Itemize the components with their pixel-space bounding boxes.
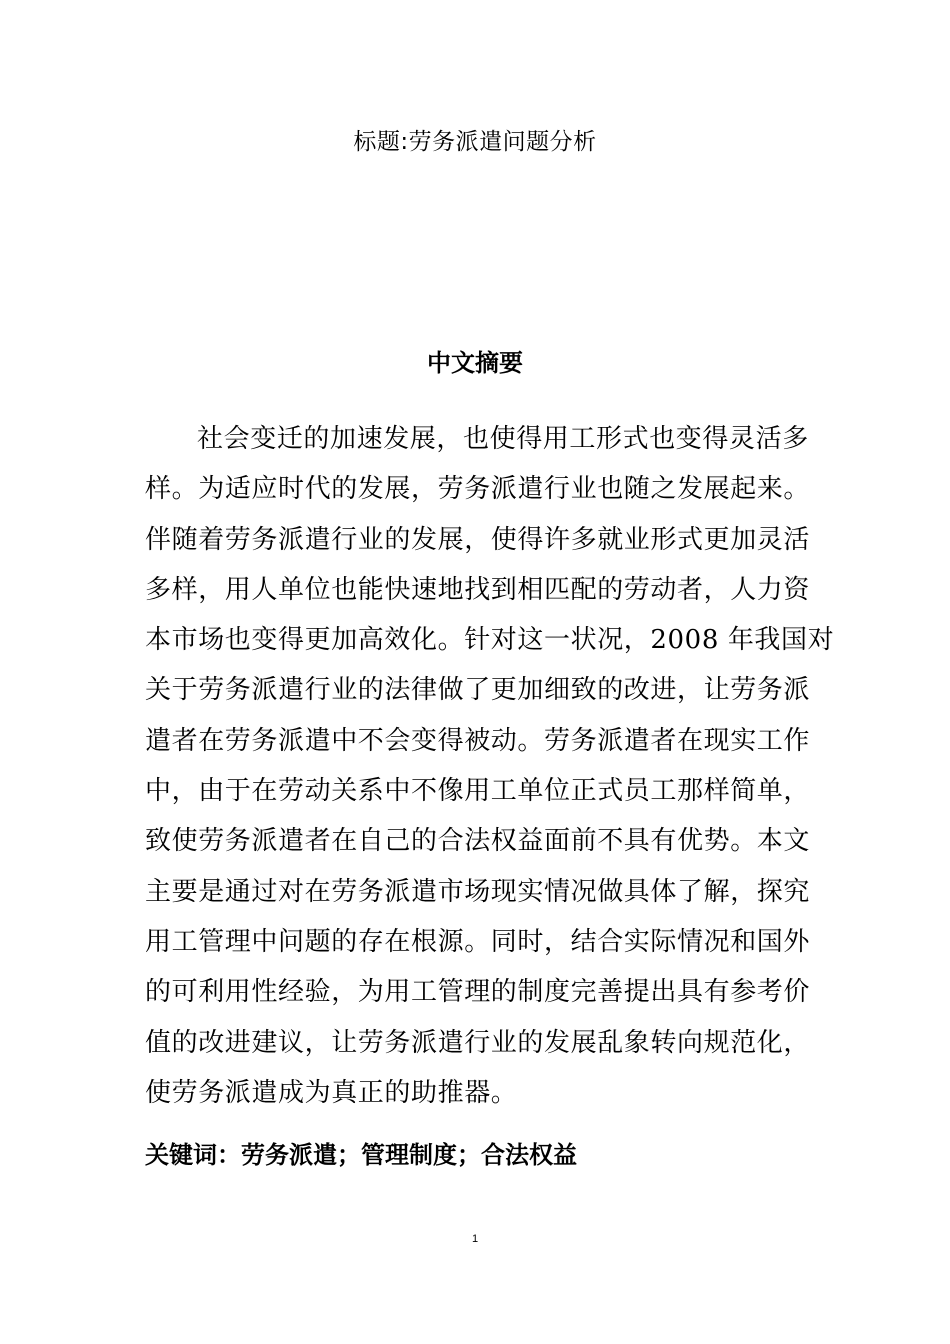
abstract-line: 本市场也变得更加高效化。针对这一状况，2008 年我国对 [145,625,835,656]
abstract-line: 样。为适应时代的发展，劳务派遣行业也随之发展起来。 [145,474,811,505]
abstract-line: 致使劳务派遣者在自己的合法权益面前不具有优势。本文 [145,826,811,857]
abstract-line: 主要是通过对在劳务派遣市场现实情况做具体了解，探究 [145,876,811,907]
abstract-body [145,414,835,1118]
abstract-heading: 中文摘要 [427,349,523,377]
abstract-line: 中，由于在劳动关系中不像用工单位正式员工那样简单， [145,776,811,807]
abstract-line: 使劳务派遣成为真正的助推器。 [145,1077,518,1108]
abstract-line: 社会变迁的加速发展，也使得用工形式也变得灵活多 [197,424,809,454]
abstract-line: 用工管理中问题的存在根源。同时，结合实际情况和国外 [145,926,811,957]
abstract-line: 伴随着劳务派遣行业的发展，使得许多就业形式更加灵活 [145,524,811,555]
abstract-line: 多样，用人单位也能快速地找到相匹配的劳动者，人力资 [145,574,811,605]
document-title: 标题:劳务派遣问题分析 [353,129,597,155]
abstract-line: 的可利用性经验，为用工管理的制度完善提出具有参考价 [145,977,811,1008]
keywords-line: 关键词：劳务派遣；管理制度；合法权益 [145,1141,577,1169]
page-number: 1 [471,1233,479,1245]
abstract-line: 遣者在劳务派遣中不会变得被动。劳务派遣者在现实工作 [145,725,811,756]
abstract-line: 值的改进建议，让劳务派遣行业的发展乱象转向规范化， [145,1027,811,1058]
abstract-line: 关于劳务派遣行业的法律做了更加细致的改进，让劳务派 [145,675,811,706]
